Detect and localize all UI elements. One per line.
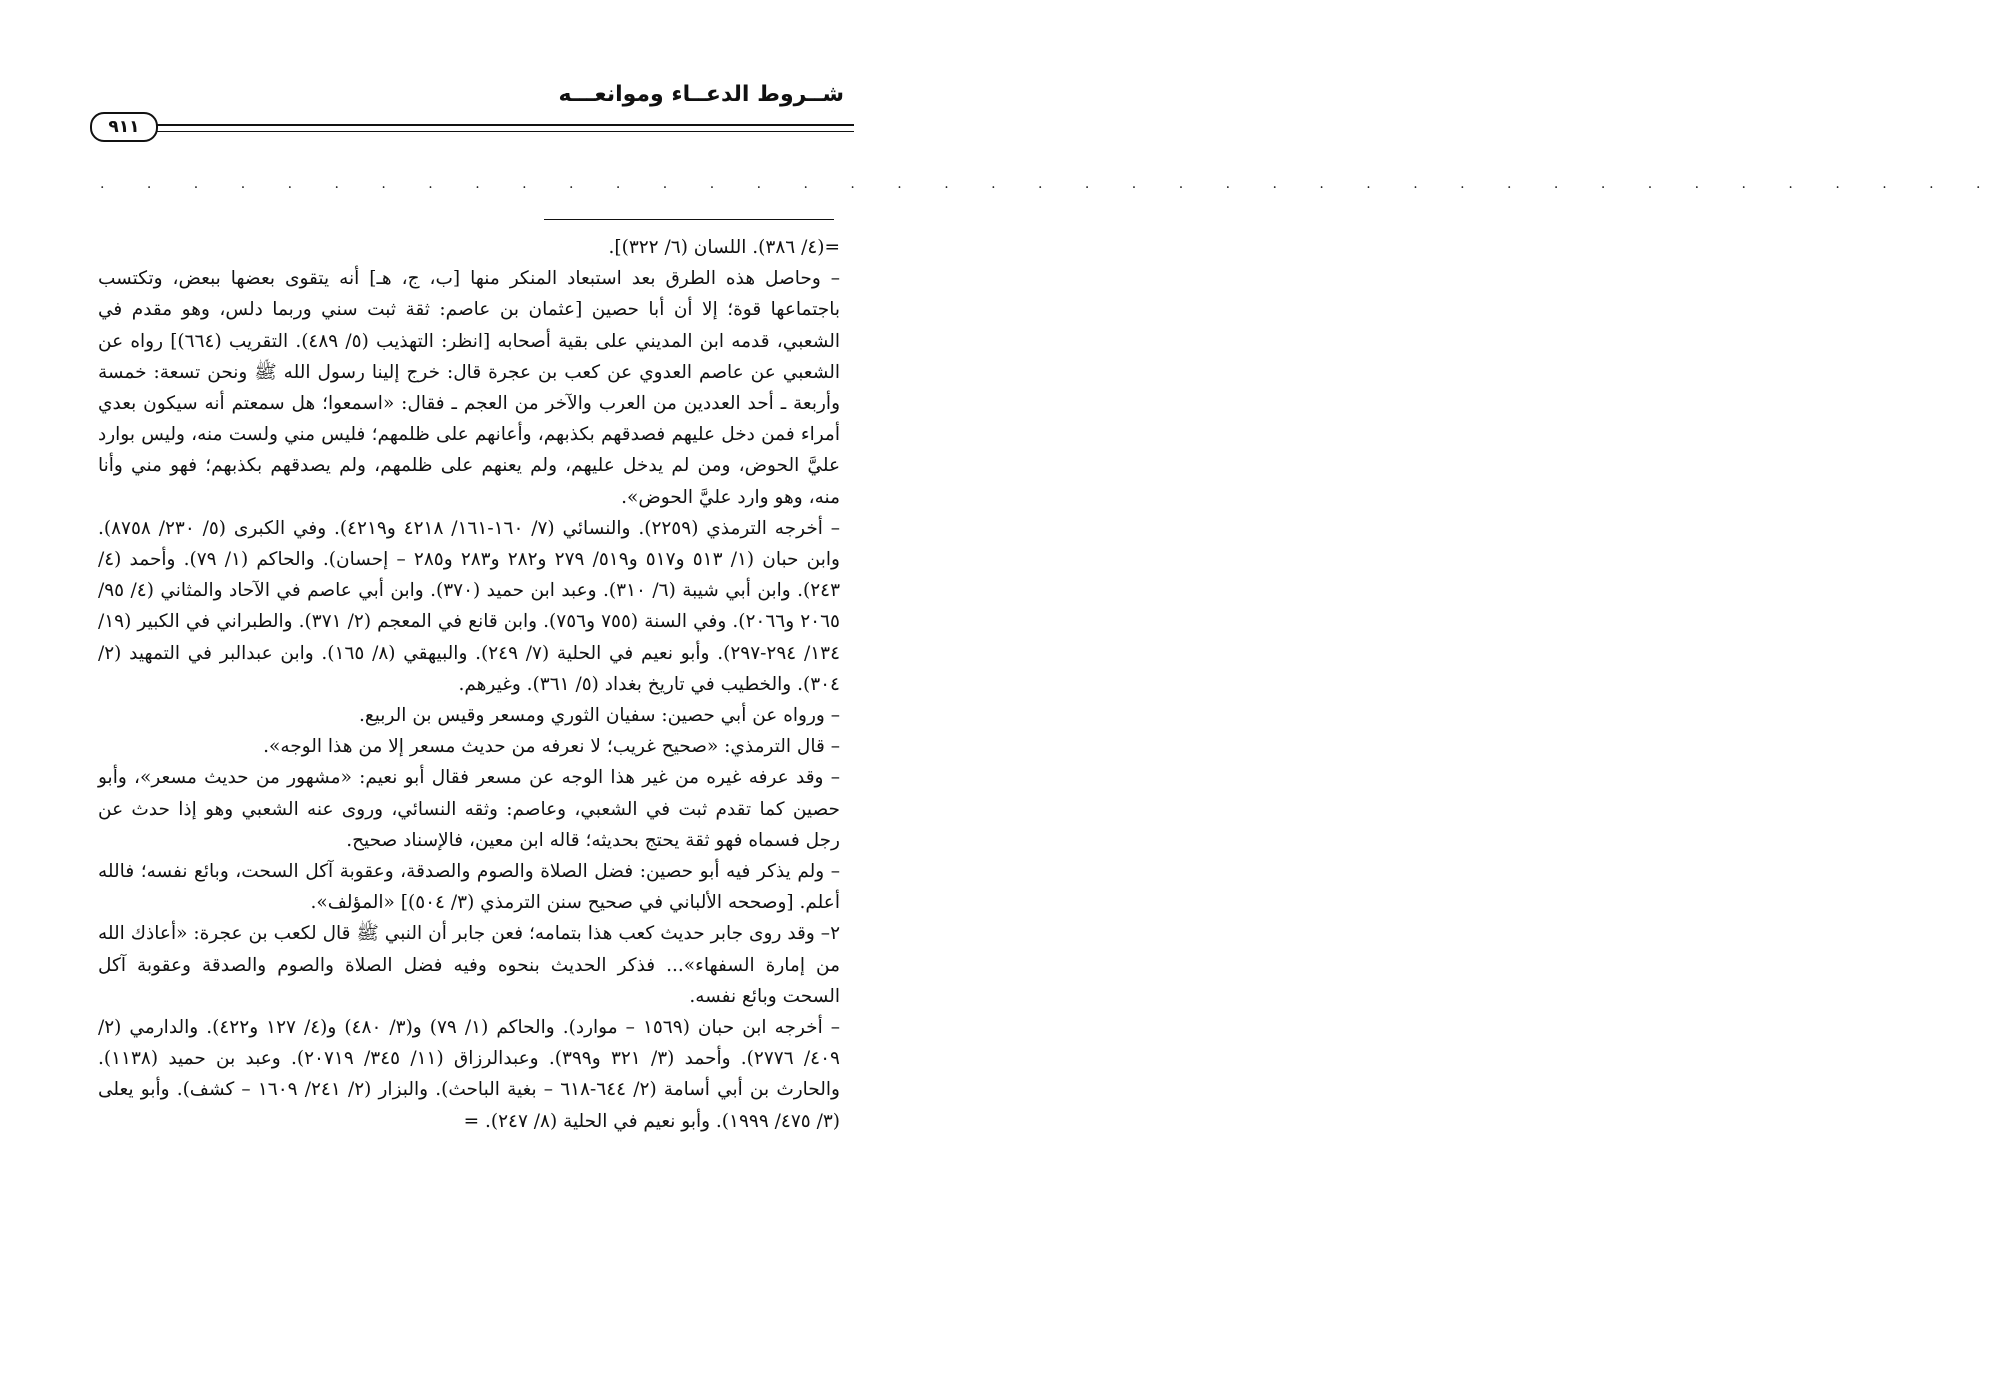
footnote-paragraph: – وقد عرفه غيره من غير هذا الوجه عن مسعر فقال أبو نعيم: «مشهور من حديث مسعر»، وأبو حصين كما تقدم ثبت في الشعبي، وعاصم: وثقه النسائي، وروى عنه الشعبي وهو إذا حدث عن رجل فسماه فهو ثقة يحتج بحديثه؛ قاله ابن معين، فالإسناد صحيح. xyxy=(98,767,840,851)
footnote-paragraph: – ولم يذكر فيه أبو حصين: فضل الصلاة والصوم والصدقة، وعقوبة آكل السحت، وبائع نفسه؛ فالله أعلم. [وصححه الألباني في صحيح سنن الترمذي (٣/ ٥٠٤)] «المؤلف». xyxy=(98,861,840,914)
footnote-paragraph: – ورواه عن أبي حصين: سفيان الثوري ومسعر وقيس بن الربيع. xyxy=(359,705,840,727)
footnote-paragraph: =(٤/ ٣٨٦). اللسان (٦/ ٣٢٢)]. xyxy=(608,237,840,258)
page-number: ٩١١ xyxy=(90,112,158,142)
section-separator-dots: . . . . . . . . . . . . . . . . . . . . . . . . . . . . . . . . . . . . . . . . . xyxy=(100,176,1999,192)
header-rule xyxy=(155,124,854,132)
footnote-paragraph: – وحاصل هذه الطرق بعد استبعاد المنكر منها [ب، ج، هـ] أنه يتقوى بعضها ببعض، وتكتسب باجتماعها قوة؛ إلا أن أبا حصين [عثمان بن عاصم: ثقة ثبت سني وربما دلس، وهو مقدم في الشعبي، قدمه ابن المديني على بقية أصحابه [انظر: التهذيب (٥/ ٤٨٩). التقريب (٦٦٤)] رواه عن الشعبي عن عاصم العدوي عن كعب بن عجرة قال: خرج إلينا رسول الله ﷺ ونحن تسعة: خمسة وأربعة ـ أحد العددين من العرب والآخر من العجم ـ فقال: «اسمعوا؛ هل سمعتم أنه سيكون بعدي أمراء فمن دخل عليهم فصدقهم بكذبهم، وأعانهم على ظلمهم؛ فليس مني ولست منه، وليس بوارد عليَّ الحوض، ومن لم يدخل عليهم، ولم يعنهم على ظلمهم، ولم يصدقهم بكذبهم؛ فهو مني وأنا منه، وهو وارد عليَّ الحوض». xyxy=(98,268,840,508)
running-title: شــروط الدعــاء وموانعـــه xyxy=(558,82,844,107)
footnote-paragraph: – قال الترمذي: «صحيح غريب؛ لا نعرفه من حديث مسعر إلا من هذا الوجه». xyxy=(263,736,840,758)
footnote-body xyxy=(98,232,840,1137)
footnote-paragraph: – أخرجه ابن حبان (١٥٦٩ – موارد). والحاكم (١/ ٧٩) و(٣/ ٤٨٠) و(٤/ ١٢٧ و٤٢٢). والدارمي (٢/ ٤٠٩/ ٢٧٧٦). وأحمد (٣/ ٣٢١ و٣٩٩). وعبدالرزاق (١١/ ٣٤٥/ ٢٠٧١٩). وعبد بن حميد (١١٣٨). والحارث بن أبي أسامة (٢/ ٦٤٤-٦١٨ – بغية الباحث). والبزار (٢/ ٢٤١/ ١٦٠٩ – كشف). وأبو يعلى (٣/ ٤٧٥/ ١٩٩٩). وأبو نعيم في الحلية (٨/ ٢٤٧). = xyxy=(98,1017,841,1132)
footnote-paragraph: ٢– وقد روى جابر حديث كعب هذا بتمامه؛ فعن جابر أن النبي ﷺ قال لكعب بن عجرة: «أعاذك الله من إمارة السفهاء»... فذكر الحديث بنحوه وفيه فضل الصلاة والصوم والصدقة وعقوبة آكل السحت وبائع نفسه. xyxy=(98,923,840,1007)
footnote-paragraph: – أخرجه الترمذي (٢٢٥٩). والنسائي (٧/ ١٦٠-١٦١/ ٤٢١٨ و٤٢١٩). وفي الكبرى (٥/ ٢٣٠/ ٨٧٥٨). وابن حبان (١/ ٥١٣ و٥١٧ و٥١٩/ ٢٧٩ و٢٨٢ و٢٨٣ و٢٨٥ – إحسان). والحاكم (١/ ٧٩). وأحمد (٤/ ٢٤٣). وابن أبي شيبة (٦/ ٣١٠). وعبد ابن حميد (٣٧٠). وابن أبي عاصم في الآحاد والمثاني (٤/ ٩٥/ ٢٠٦٥ و٢٠٦٦). وفي السنة (٧٥٥ و٧٥٦). وابن قانع في المعجم (٢/ ٣٧١). والطبراني في الكبير (١٩/ ١٣٤/ ٢٩٤-٢٩٧). وأبو نعيم في الحلية (٧/ ٢٤٩). والبيهقي (٨/ ١٦٥). وابن عبدالبر في التمهيد (٢/ ٣٠٤). والخطيب في تاريخ بغداد (٥/ ٣٦١). وغيرهم. xyxy=(98,517,841,695)
footnote-rule xyxy=(544,219,834,220)
